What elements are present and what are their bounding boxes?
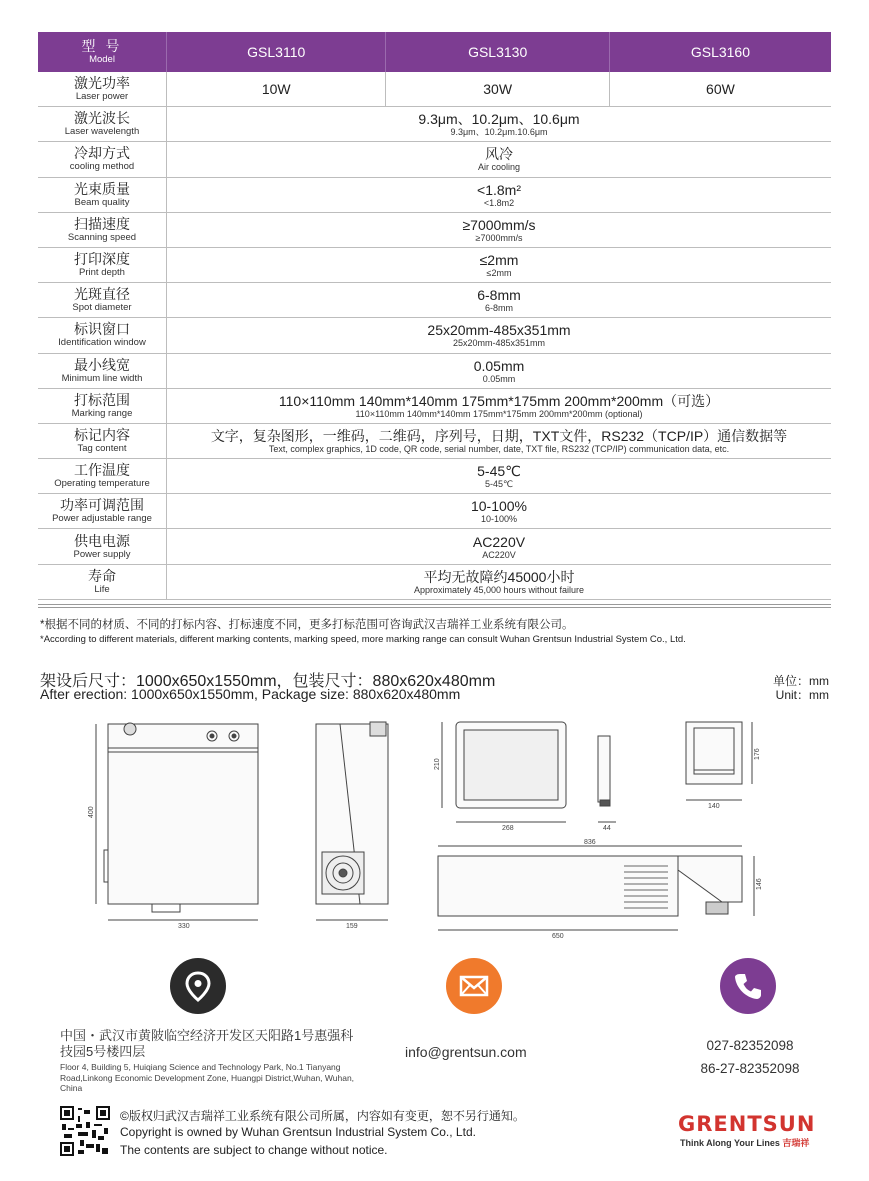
spec-value-sub: Air cooling: [477, 162, 521, 173]
spec-value-sub: <1.8m2: [483, 197, 515, 208]
spec-value-sub: ≤2mm: [486, 268, 512, 279]
email-icon: [446, 958, 502, 1014]
spec-value-sub: Text, complex graphics, 1D code, QR code, serial number, date, TXT file, RS232 (TCP/IP) communication data, etc.: [268, 443, 730, 454]
email-link[interactable]: info@grentsun.com: [405, 1044, 527, 1060]
dim-label-140: 140: [708, 803, 720, 810]
spec-label-en: Spot diameter: [72, 302, 132, 314]
spec-label-zh: 标记内容: [74, 426, 130, 443]
screen-side-drawing: [598, 736, 616, 822]
spec-value-main: ≥7000mm/s: [462, 216, 536, 233]
dimensions-zh: 架设后尺寸：1000x650x1550mm，包装尺寸：880x620x480mm: [40, 673, 496, 690]
spec-value-sub: 9.3μm、10.2μm.10.6μm: [450, 127, 548, 138]
spec-label-en: Scanning speed: [67, 231, 137, 243]
spec-value-sub: 0.05mm: [482, 373, 516, 384]
dim-label-146: 146: [756, 878, 763, 890]
dim-label-268: 268: [502, 825, 514, 832]
spec-value-main: 9.3μm、10.2μm、10.6μm: [418, 111, 580, 128]
spec-value-main: <1.8m²: [477, 181, 521, 198]
spec-label-zh: 功率可调范围: [60, 497, 144, 514]
header-model-1: GSL3110: [167, 32, 386, 72]
spec-label-zh: 扫描速度: [74, 215, 130, 232]
phone-number-1[interactable]: 027-82352098: [706, 1038, 794, 1053]
spec-value-main: 6-8mm: [477, 287, 521, 304]
location-icon: [170, 958, 226, 1014]
dim-label-44: 44: [603, 825, 611, 832]
phone-number-2[interactable]: 86-27-82352098: [700, 1061, 800, 1076]
front-view-drawing: [96, 723, 258, 920]
spec-label-zh: 供电电源: [74, 532, 130, 549]
spec-label-en: Marking range: [71, 407, 133, 419]
brand-logo: GRENTSUN: [678, 1112, 816, 1136]
spec-label-en: Print depth: [79, 267, 125, 279]
spec-label-en: Identification window: [58, 337, 146, 349]
spec-label-en: Laser wavelength: [64, 126, 140, 138]
spec-label-zh: 打标范围: [74, 391, 130, 408]
qr-code: [60, 1106, 110, 1156]
spec-label-zh: 工作温度: [74, 462, 130, 479]
spec-value-sub: ≥7000mm/s: [475, 232, 523, 243]
spec-value-sub: 10-100%: [480, 514, 518, 525]
spec-label-zh: 标识窗口: [74, 321, 130, 338]
spec-value-sub: 110×110mm 140mm*140mm 175mm*175mm 200mm*200mm (optional): [355, 408, 643, 419]
dim-label-400: 400: [88, 806, 95, 818]
header-model-3: GSL3160: [609, 32, 831, 72]
spec-label-zh: 激光功率: [74, 75, 130, 92]
spec-value-sub: AC220V: [482, 549, 516, 560]
spec-value-main: 5-45℃: [477, 463, 521, 480]
spec-label-zh: 打印深度: [74, 251, 130, 268]
spec-value: 60W: [706, 81, 735, 98]
address-zh: 中国・武汉市黄陂临空经济开发区天阳路1号惠强科技园5号楼四层: [60, 1028, 354, 1059]
spec-label-en: Beam quality: [74, 196, 130, 208]
spec-label-zh: 寿命: [88, 567, 116, 584]
spec-value-sub: 25x20mm-485x351mm: [452, 338, 546, 349]
brand-slogan: [680, 1136, 809, 1149]
spec-value: 30W: [483, 81, 513, 98]
spec-label-en: Minimum line width: [61, 372, 143, 384]
copyright-en: Copyright is owned by Wuhan Grentsun Industrial System Co., Ltd.: [120, 1125, 476, 1139]
header-label-en: Model: [89, 54, 115, 65]
dim-label-210: 210: [434, 758, 441, 770]
dimensions-en: After erection: 1000x650x1550mm, Package size: 880x620x480mm: [40, 686, 461, 702]
spec-label-zh: 最小线宽: [74, 356, 130, 373]
phone-icon: [720, 958, 776, 1014]
header-model-2: GSL3130: [386, 32, 609, 72]
spec-value-main: 平均无故障约45000小时: [423, 568, 575, 585]
spec-value-sub: 5-45℃: [484, 479, 514, 490]
copyright-zh: ©版权归武汉吉瑞祥工业系统有限公司所属，内容如有变更，恕不另行通知。: [120, 1109, 525, 1123]
spec-label-zh: 光斑直径: [74, 286, 130, 303]
spec-value-main: 10-100%: [470, 498, 528, 515]
notice-en: The contents are subject to change without notice.: [120, 1143, 388, 1157]
spec-label-en: Life: [94, 583, 110, 595]
unit-zh: 单位：mm: [773, 674, 829, 688]
spec-label-en: Power adjustable range: [52, 513, 152, 525]
spec-label-en: Operating temperature: [54, 478, 150, 490]
spec-label-zh: 激光波长: [74, 110, 130, 127]
slogan-zh: 吉瑞祥: [782, 1138, 810, 1148]
dim-label-836: 836: [584, 839, 596, 846]
header-label-zh: 型 号: [81, 38, 123, 54]
side-view-drawing: [316, 722, 388, 920]
dim-label-176: 176: [754, 748, 761, 760]
screen-front-drawing: [442, 722, 566, 822]
spec-value-sub: Approximately 45,000 hours without failure: [413, 584, 585, 595]
spec-value-sub: 6-8mm: [484, 303, 513, 314]
dim-label-330: 330: [178, 923, 190, 930]
spec-label-en: cooling method: [69, 161, 135, 173]
spec-label-zh: 光束质量: [74, 180, 130, 197]
dim-label-159: 159: [346, 923, 358, 930]
spec-value-main: 110×110mm 140mm*140mm 175mm*175mm 200mm*200mm（可选）: [278, 392, 720, 409]
address-en: Floor 4, Building 5, Huiqiang Science and Technology Park, No.1 Tianyang Road,Linkong Economic Development Zone, Huangpi District,Wuhan, Wuhan, China: [60, 1062, 355, 1093]
unit-en: Unit：mm: [775, 688, 829, 702]
spec-value-main: 0.05mm: [473, 357, 525, 374]
slogan-en: Think Along Your Lines: [680, 1138, 780, 1148]
note-zh: *根据不同的材质、不同的打标内容、打标速度不同，更多打标范围可咨询武汉吉瑞祥工业系统有限公司。: [40, 619, 574, 631]
spec-value-main: ≤2mm: [479, 252, 519, 269]
dim-label-650: 650: [552, 933, 564, 940]
spec-value: 10W: [261, 81, 291, 98]
spec-label-en: Tag content: [77, 442, 127, 454]
spec-value-main: AC220V: [472, 533, 526, 550]
scanhead-front-drawing: [686, 722, 752, 800]
laser-head-drawing: [438, 846, 754, 930]
spec-label-zh: 冷却方式: [74, 145, 130, 162]
spec-value-main: 文字，复杂图形，一维码，二维码，序列号，日期，TXT文件，RS232（TCP/IP）通信数据等: [210, 427, 788, 444]
spec-label-en: Laser power: [75, 91, 129, 103]
spec-value-main: 风冷: [485, 146, 513, 163]
spec-label-en: Power supply: [73, 548, 131, 560]
spec-value-main: 25x20mm-485x351mm: [427, 322, 571, 339]
note-en: *According to different materials, different marking contents, marking speed, more marking range can consult Wuhan Grentsun Industrial System Co., Ltd.: [40, 634, 686, 645]
